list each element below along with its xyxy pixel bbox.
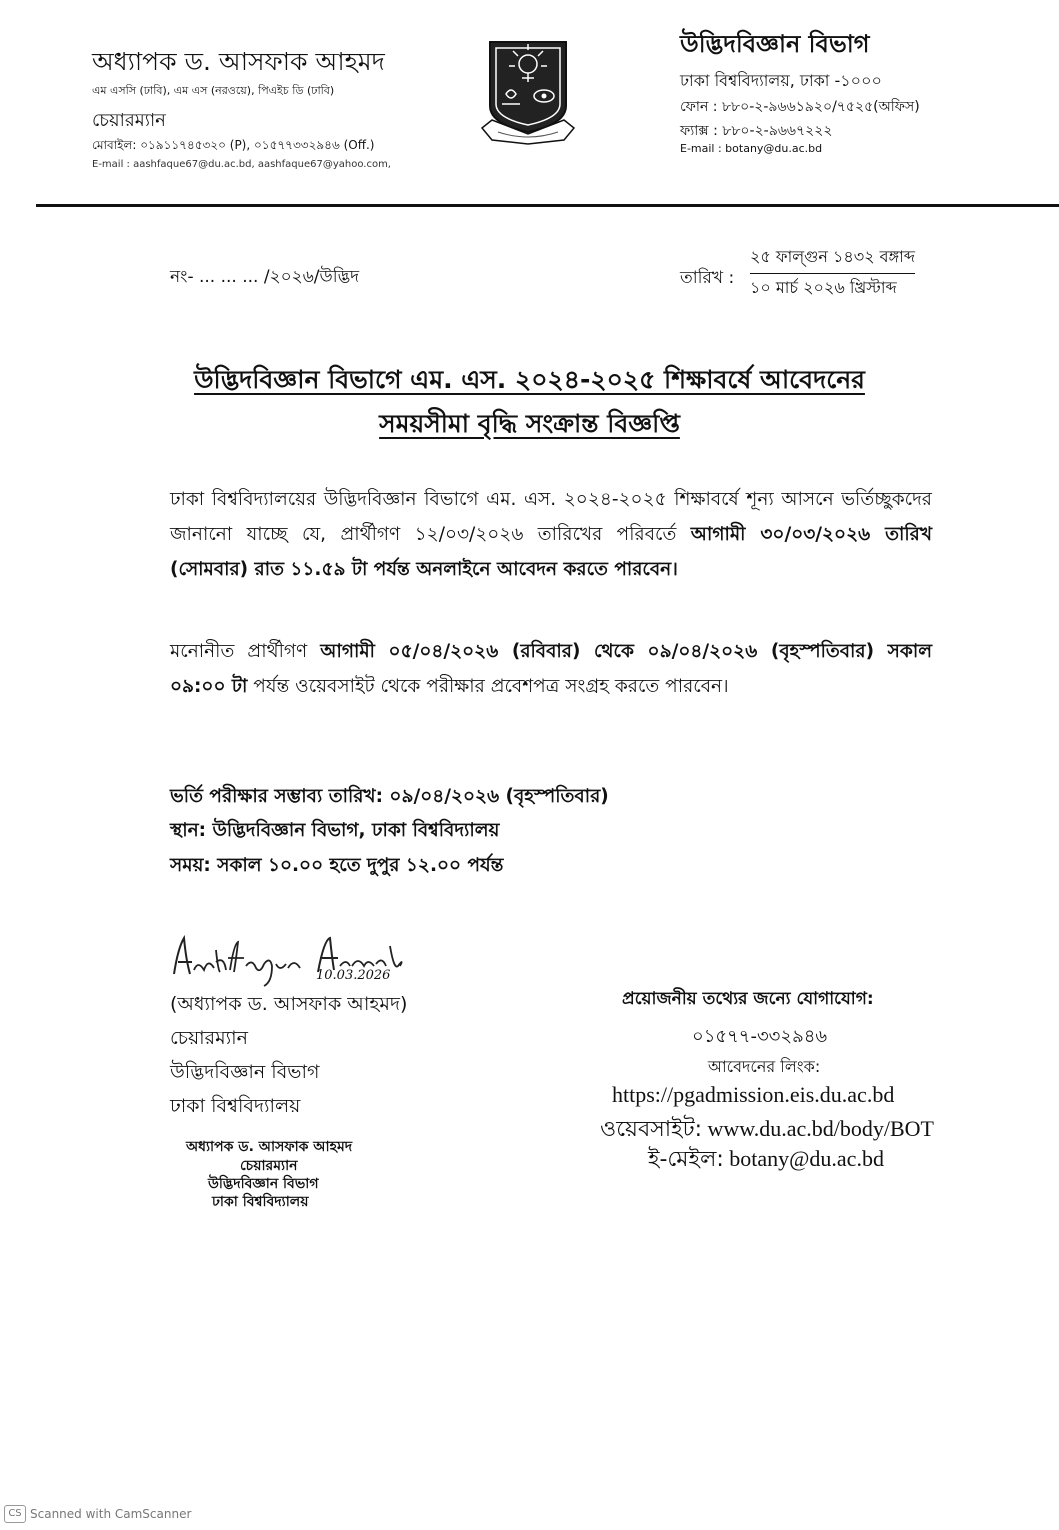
- letterhead-role: চেয়ারম্যান: [92, 110, 166, 131]
- letterhead-degrees: এম এসসি (ঢাবি), এম এস (নরওয়ে), পিএইচ ডি (ঢাবি): [92, 84, 335, 97]
- signatory-university: ঢাকা বিশ্ববিদ্যালয়: [170, 1095, 301, 1117]
- email-label: ই-মেইল:: [648, 1147, 724, 1172]
- letterhead-phone: ফোন : ৮৮০-২-৯৬৬১৯২০/৭৫২৫(অফিস): [680, 99, 920, 115]
- email-link[interactable]: botany@du.ac.bd: [723, 1146, 884, 1171]
- signatory-role: চেয়ারম্যান: [170, 1027, 249, 1049]
- notice-paragraph-1: [170, 482, 932, 587]
- notice-paragraph-2: [170, 634, 932, 704]
- scanner-label: Scanned with CamScanner: [30, 1507, 192, 1521]
- para2-admit-period: আগামী ০৫/০৪/২০২৬ (রবিবার) থেকে ০৯/০৪/২০২৬ (বৃহস্পতিবার) সকাল ০৯:০০ টা: [170, 641, 932, 697]
- letterhead-fax: ফ্যাক্স : ৮৮০-২-৯৬৬৭২২২: [680, 123, 833, 139]
- stamp-university: ঢাকা বিশ্ববিদ্যালয়: [212, 1194, 309, 1210]
- para1-intro: ঢাকা বিশ্ববিদ্যালয়ের উদ্ভিদবিজ্ঞান বিভাগে এম. এস. ২০২৪-২০২৫ শিক্ষাবর্ষে শূন্য আসনে ভর্তিচ্ছুকদের জানানো যাচ্ছে যে, প্রার্থীগণ ১২/০৩/২০২৬ তারিখের পরিবর্তে: [170, 489, 932, 545]
- letterhead-email: E-mail : aashfaque67@du.ac.bd, aashfaque67@yahoo.com,: [92, 159, 391, 170]
- notice-title-line2-text: সময়সীমা বৃদ্ধি সংক্রান্ত বিজ্ঞপ্তি: [379, 409, 680, 438]
- application-link-label: আবেদনের লিংক:: [708, 1057, 821, 1076]
- stamp-department: উদ্ভিদবিজ্ঞান বিভাগ: [208, 1176, 319, 1192]
- date-label: তারিখ :: [680, 268, 735, 288]
- memo-number: নং- ... ... ... /২০২৬/উদ্ভিদ: [170, 267, 360, 287]
- letterhead-name: অধ্যাপক ড. আসফাক আহমদ: [92, 47, 385, 76]
- letterhead-address: ঢাকা বিশ্ববিদ্যালয়, ঢাকা -১০০০: [680, 71, 882, 90]
- email-line: [648, 1142, 884, 1179]
- handwritten-signature: [168, 930, 438, 990]
- letterhead-dept-email: E-mail : botany@du.ac.bd: [680, 142, 823, 155]
- website-label: ওয়েবসাইট:: [600, 1117, 702, 1142]
- contact-heading: প্রয়োজনীয় তথ্যের জন্যে যোগাযোগ:: [622, 989, 874, 1009]
- notice-title-line1: [0, 360, 1059, 403]
- para2-intro: মনোনীত প্রার্থীগণ: [170, 641, 321, 662]
- dhaka-university-crest-icon: [478, 28, 578, 146]
- para2-outro: পর্যন্ত ওয়েবসাইট থেকে পরীক্ষার প্রবেশপত্র সংগ্রহ করতে পারবেন।: [247, 676, 729, 697]
- date-gregorian: ১০ মার্চ ২০২৬ খ্রিস্টাব্দ: [750, 278, 897, 297]
- contact-phone: ০১৫৭৭-৩৩২৯৪৬: [692, 1026, 828, 1047]
- notice-title-line1-text: উদ্ভিদবিজ্ঞান বিভাগে এম. এস. ২০২৪-২০২৫ শিক্ষাবর্ষে আবেদনের: [194, 365, 865, 394]
- website-link[interactable]: www.du.ac.bd/body/BOT: [702, 1116, 934, 1141]
- exam-time: সময়: সকাল ১০.০০ হতে দুপুর ১২.০০ পর্যন্ত: [170, 855, 504, 876]
- para1-deadline: আগামী ৩০/০৩/২০২৬ তারিখ (সোমবার) রাত ১১.৫৯ টা পর্যন্ত অনলাইনে আবেদন করতে পারবেন।: [170, 524, 932, 580]
- exam-date: ভর্তি পরীক্ষার সম্ভাব্য তারিখ: ০৯/০৪/২০২৬ (বৃহস্পতিবার): [170, 786, 609, 807]
- stamp-name: অধ্যাপক ড. আসফাক আহমদ: [186, 1139, 353, 1155]
- camscanner-icon: CS: [4, 1505, 26, 1523]
- signatory-department: উদ্ভিদবিজ্ঞান বিভাগ: [170, 1061, 320, 1083]
- application-link[interactable]: https://pgadmission.eis.du.ac.bd: [612, 1082, 895, 1107]
- signature-date: 10.03.2026: [316, 968, 391, 983]
- exam-venue: স্থান: উদ্ভিদবিজ্ঞান বিভাগ, ঢাকা বিশ্ববিদ্যালয়: [170, 820, 500, 841]
- signatory-name: (অধ্যাপক ড. আসফাক আহমদ): [170, 993, 408, 1015]
- notice-title-line2: [0, 404, 1059, 447]
- letterhead-divider: [36, 204, 1059, 207]
- scanner-watermark: [4, 1505, 191, 1523]
- letterhead-mobile: মোবাইল: ০১৯১১৭৪৫৩২০ (P), ০১৫৭৭৩৩২৯৪৬ (Off.): [92, 138, 375, 152]
- date-bangla: ২৫ ফাল্গুন ১৪৩২ বঙ্গাব্দ: [750, 244, 915, 274]
- letterhead-department: উদ্ভিদবিজ্ঞান বিভাগ: [680, 30, 870, 58]
- stamp-role: চেয়ারম্যান: [240, 1158, 298, 1174]
